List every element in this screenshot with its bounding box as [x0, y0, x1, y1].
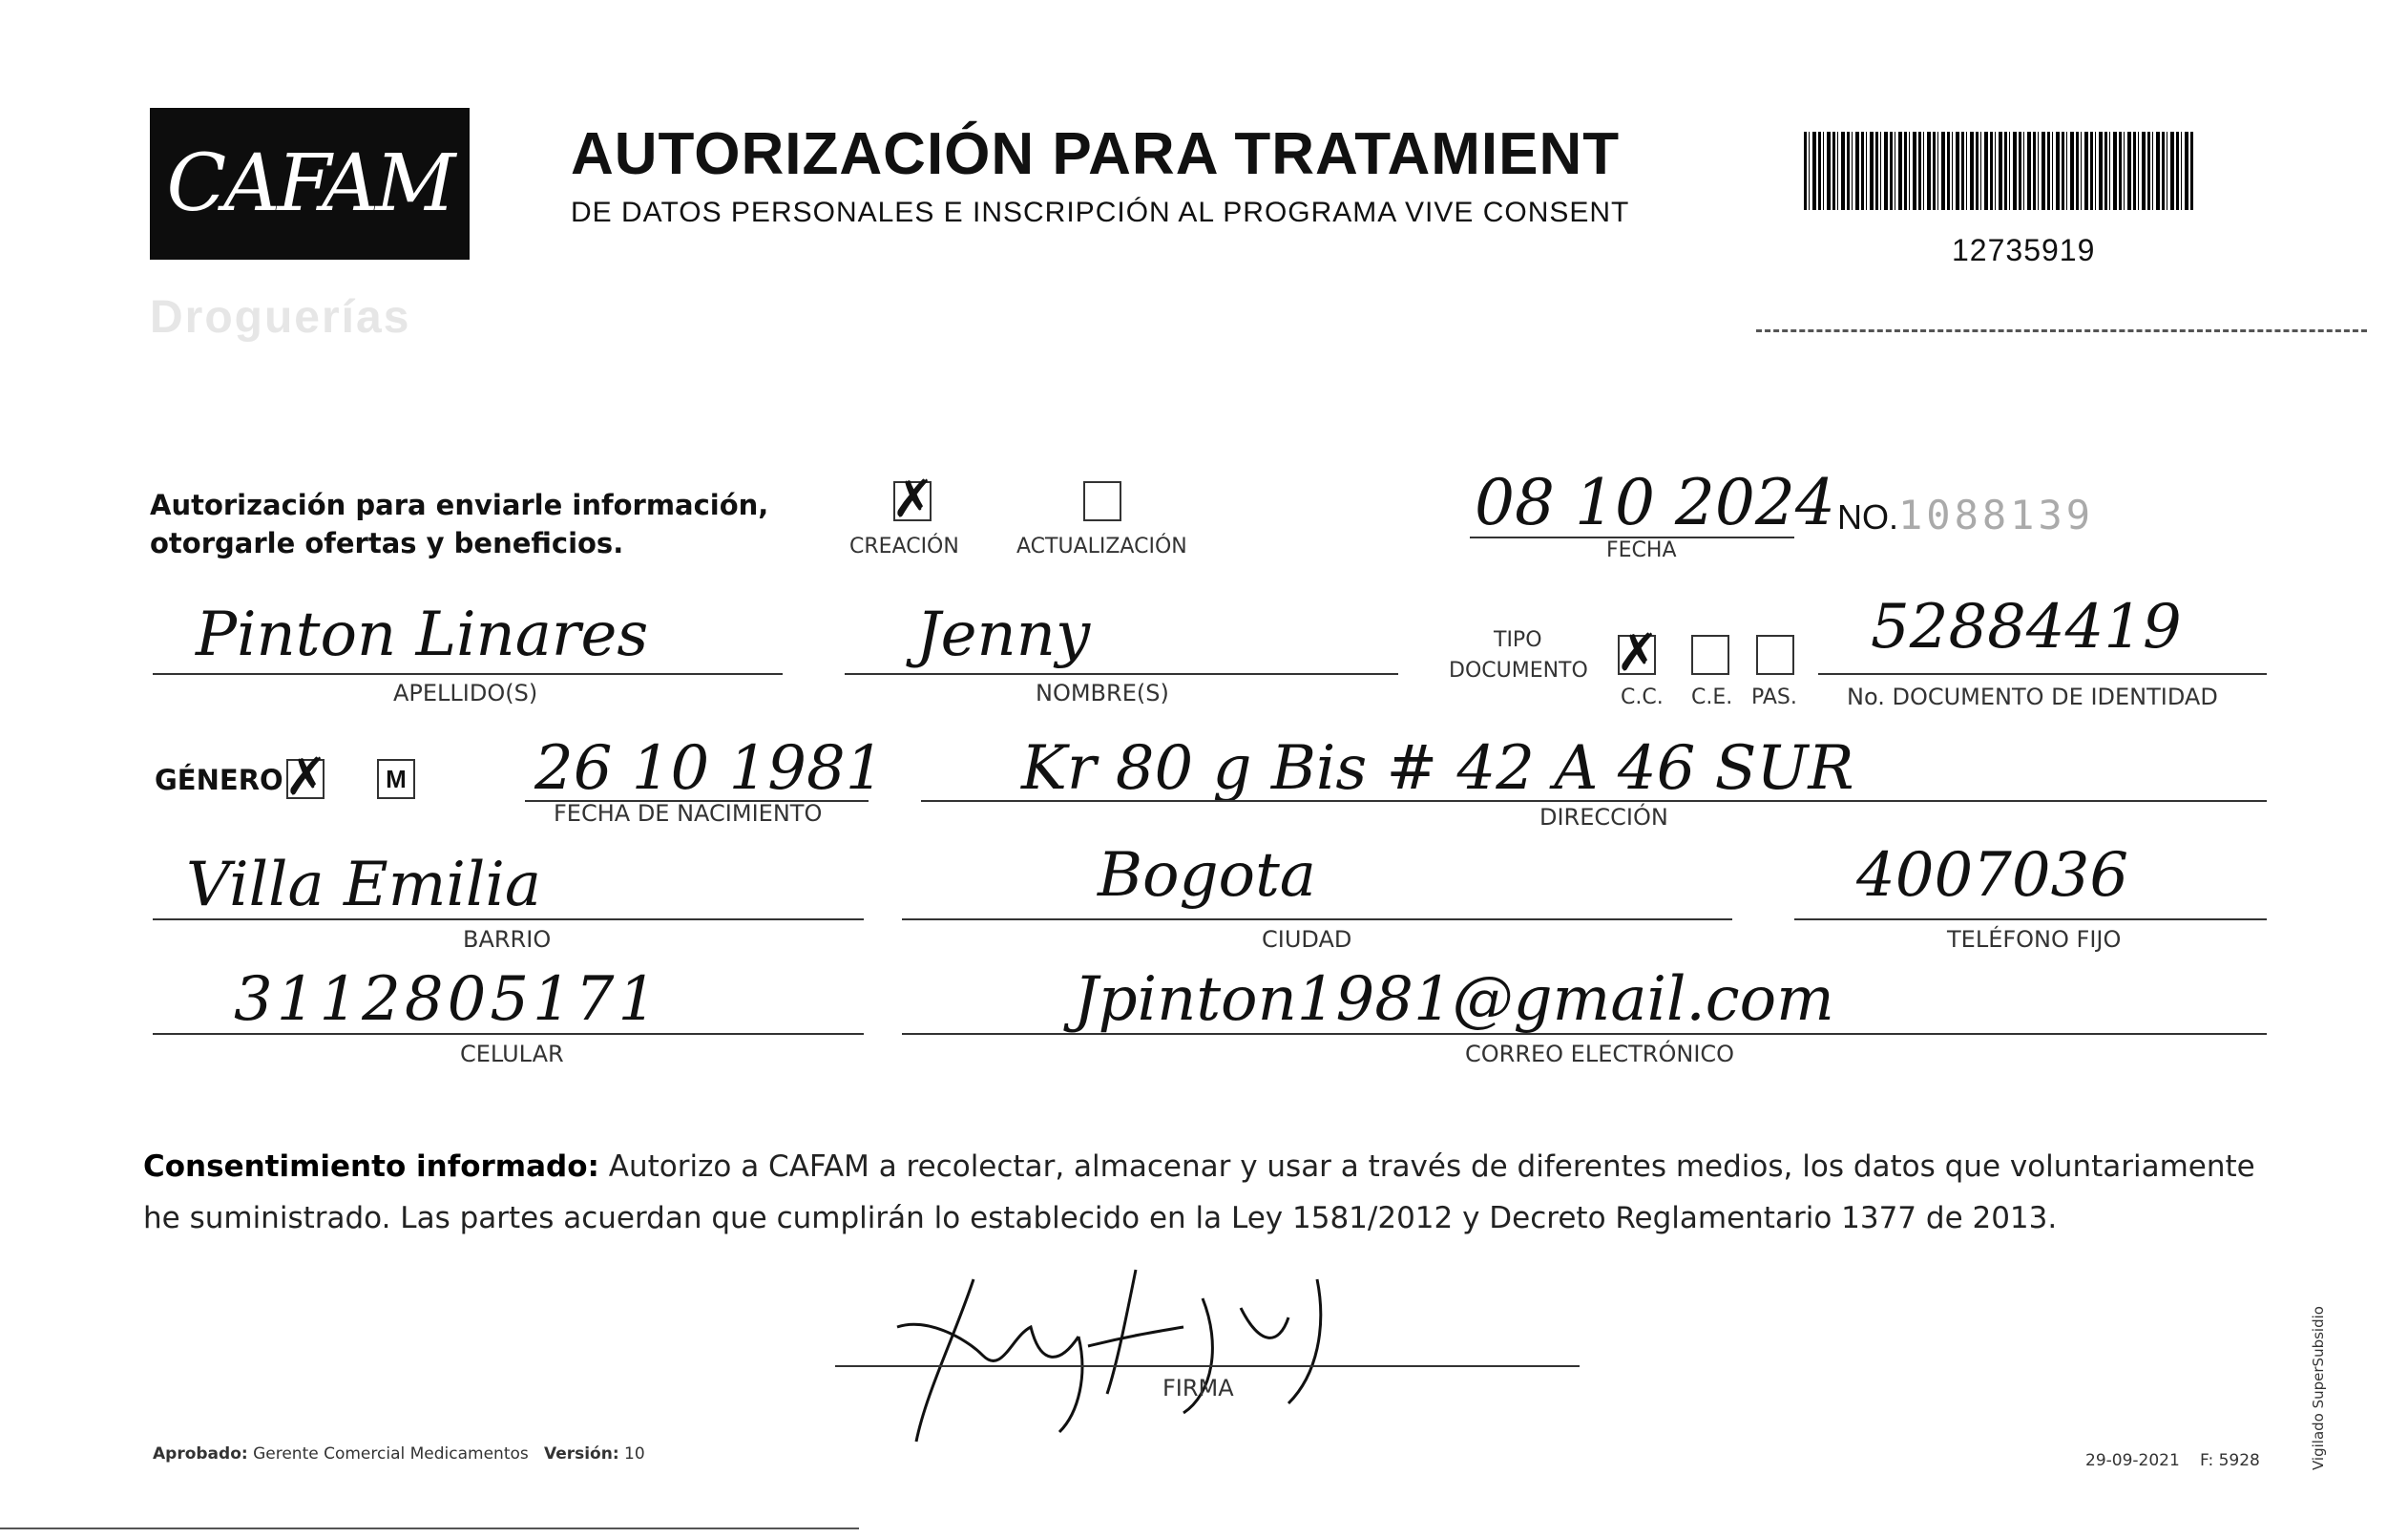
form-title: AUTORIZACIÓN PARA TRATAMIENT	[571, 121, 1621, 187]
signature-drawing	[840, 1260, 1527, 1451]
version-value: 10	[624, 1444, 645, 1464]
correo-value: Jpinton1981@gmail.com	[1074, 964, 1834, 1035]
nacimiento-value: 26 10 1981	[534, 733, 885, 804]
ce-checkbox[interactable]	[1691, 635, 1729, 675]
correo-line[interactable]	[902, 1033, 2267, 1035]
cc-checkbox[interactable]	[1616, 622, 1660, 683]
ciudad-value: Bogota	[1098, 840, 1316, 911]
tipo-doc-label-bottom: DOCUMENTO	[1449, 659, 1588, 683]
celular-value: 3112805171	[234, 964, 661, 1035]
nombres-value: Jenny	[916, 600, 1091, 670]
ciudad-line[interactable]	[902, 918, 1732, 920]
celular-line[interactable]	[153, 1033, 864, 1035]
barrio-line[interactable]	[153, 918, 864, 920]
creacion-checkbox[interactable]	[891, 469, 935, 529]
check-mark-icon: ✗	[284, 747, 328, 807]
numero	[1837, 492, 2094, 538]
creacion-label: CREACIÓN	[849, 535, 959, 558]
apellidos-label: APELLIDO(S)	[393, 680, 538, 706]
telefono-line[interactable]	[1794, 918, 2267, 920]
drogerias-watermark: Droguerías	[150, 292, 411, 343]
firma-label: FIRMA	[1162, 1375, 1234, 1401]
telefono-value: 4007036	[1856, 840, 2129, 911]
actualizacion-label: ACTUALIZACIÓN	[1016, 535, 1187, 558]
intro-line-1: Autorización para enviarle información,	[150, 489, 769, 521]
ce-label: C.E.	[1691, 685, 1733, 709]
genero-m-checkbox[interactable]: M	[377, 759, 415, 799]
nombres-label: NOMBRE(S)	[1036, 680, 1169, 706]
ciudad-label: CIUDAD	[1262, 926, 1352, 953]
check-mark-icon: ✗	[891, 469, 935, 529]
pas-checkbox[interactable]	[1756, 635, 1794, 675]
pas-label: PAS.	[1751, 685, 1797, 709]
consent-text	[143, 1141, 2272, 1244]
barrio-label: BARRIO	[463, 926, 552, 953]
fecha-label: FECHA	[1606, 538, 1677, 562]
genero-label: GÉNERO	[155, 764, 283, 796]
documento-value: 52884419	[1871, 592, 2182, 663]
genero-f-checkbox[interactable]	[284, 747, 328, 807]
actualizacion-checkbox[interactable]	[1083, 481, 1121, 521]
direccion-line[interactable]	[921, 800, 2267, 802]
supersubsidio-side-text: Vigilado SuperSubsidio	[2310, 1306, 2327, 1470]
tipo-doc-label-top: TIPO	[1494, 628, 1542, 652]
fecha-value: 08 10 2024	[1475, 466, 1835, 539]
telefono-label: TELÉFONO FIJO	[1947, 926, 2122, 953]
nombres-line[interactable]	[845, 673, 1398, 675]
form-subtitle: DE DATOS PERSONALES E INSCRIPCIÓN AL PROGRAMA VIVE CONSENT	[571, 197, 1630, 228]
consent-bold: Consentimiento informado:	[143, 1149, 599, 1184]
apellidos-line[interactable]	[153, 673, 783, 675]
documento-label: No. DOCUMENTO DE IDENTIDAD	[1847, 684, 2218, 710]
dashed-divider	[1756, 329, 2367, 332]
numero-prefix: NO.	[1837, 497, 1899, 537]
cc-label: C.C.	[1621, 685, 1664, 709]
barcode	[1804, 132, 2195, 210]
check-mark-icon: ✗	[1616, 622, 1660, 683]
direccion-value: Kr 80 g Bis # 42 A 46 SUR	[1021, 733, 1854, 804]
barcode-number: 12735919	[1952, 233, 2096, 267]
aprobado-label: Aprobado:	[153, 1444, 248, 1464]
barrio-value: Villa Emilia	[186, 850, 541, 920]
documento-line[interactable]	[1818, 673, 2267, 675]
firma-line[interactable]	[835, 1365, 1580, 1367]
celular-label: CELULAR	[460, 1041, 564, 1067]
aprobado-value: Gerente Comercial Medicamentos	[253, 1444, 529, 1464]
apellidos-value: Pinton Linares	[196, 600, 649, 670]
correo-label: CORREO ELECTRÓNICO	[1465, 1041, 1735, 1067]
nacimiento-label: FECHA DE NACIMIENTO	[554, 800, 823, 827]
cafam-logo: CAFAM	[150, 108, 470, 260]
intro-line-2: otorgarle ofertas y beneficios.	[150, 527, 624, 559]
footer-code: F: 5928	[2200, 1451, 2260, 1470]
bottom-edge-line	[0, 1527, 859, 1529]
version-label: Versión:	[543, 1444, 619, 1464]
consent-body: Autorizo a CAFAM a recolectar, almacenar y usar a través de diferentes medios, los datos que voluntariamente he suministrado. Las partes acuerdan que cumplirán lo establecido en la Ley 1581/2012 y Decreto Reglamentario 1377 de 2013.	[143, 1149, 2255, 1235]
footer-date: 29-09-2021	[2085, 1451, 2180, 1470]
footer-approval	[153, 1444, 645, 1464]
direccion-label: DIRECCIÓN	[1539, 804, 1668, 831]
numero-value: 1088139	[1898, 492, 2095, 538]
